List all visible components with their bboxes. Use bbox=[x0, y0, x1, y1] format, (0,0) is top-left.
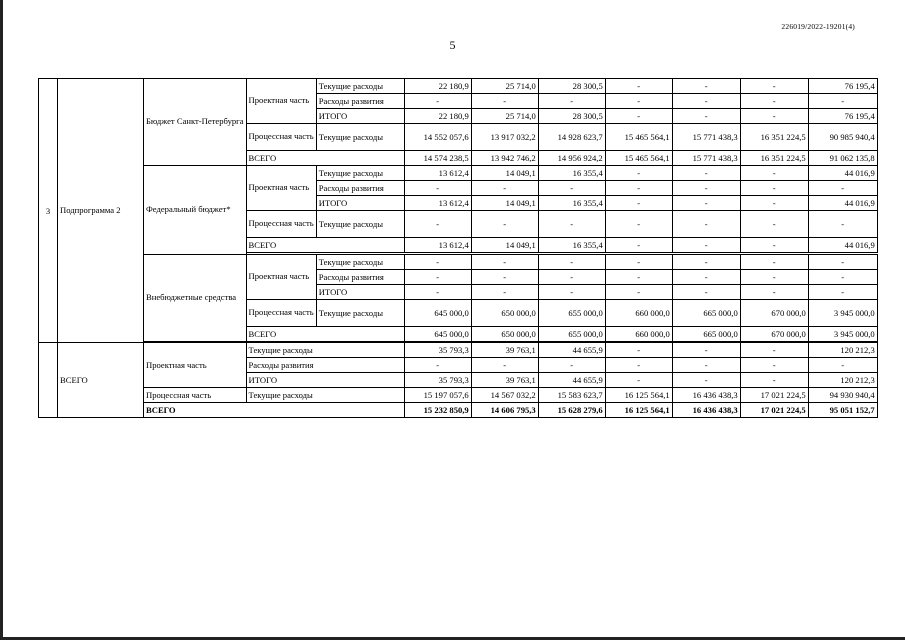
value-cell: - bbox=[672, 358, 740, 373]
value-cell: - bbox=[672, 270, 740, 285]
cat-label: Расходы развития bbox=[316, 270, 404, 285]
value-cell: 76 195,4 bbox=[808, 109, 877, 124]
value-cell: 15 465 564,1 bbox=[605, 124, 672, 151]
cat-label: Текущие расходы bbox=[246, 343, 404, 358]
value-cell: - bbox=[471, 94, 538, 109]
cat-label: Текущие расходы bbox=[246, 388, 404, 403]
document-id: 226019/2022-19201(4) bbox=[781, 22, 855, 31]
value-cell: 645 000,0 bbox=[404, 327, 471, 342]
value-cell: 39 763,1 bbox=[471, 373, 538, 388]
value-cell: 14 956 924,2 bbox=[538, 151, 605, 166]
cat-label: Текущие расходы bbox=[316, 211, 404, 238]
value-cell: - bbox=[672, 238, 740, 253]
value-cell: - bbox=[605, 285, 672, 300]
value-cell: - bbox=[808, 270, 877, 285]
value-cell: - bbox=[471, 181, 538, 196]
value-cell: 44 016,9 bbox=[808, 196, 877, 211]
value-cell: - bbox=[605, 211, 672, 238]
value-cell: 28 300,5 bbox=[538, 109, 605, 124]
value-cell: - bbox=[471, 358, 538, 373]
value-cell: - bbox=[808, 181, 877, 196]
value-cell: 14 574 238,5 bbox=[404, 151, 471, 166]
federal-vsego-label: ВСЕГО bbox=[246, 238, 404, 253]
value-cell: - bbox=[672, 166, 740, 181]
cat-label: Расходы развития bbox=[316, 181, 404, 196]
value-cell: 665 000,0 bbox=[672, 300, 740, 327]
value-cell: - bbox=[538, 94, 605, 109]
value-cell: - bbox=[605, 196, 672, 211]
federal-process-label: Процессная часть bbox=[246, 211, 316, 238]
value-cell: - bbox=[740, 109, 808, 124]
value-cell: - bbox=[404, 270, 471, 285]
extra-project-label: Проектная часть bbox=[246, 255, 316, 300]
value-cell: - bbox=[808, 211, 877, 238]
value-cell: 670 000,0 bbox=[740, 327, 808, 342]
value-cell: - bbox=[538, 255, 605, 270]
value-cell: 14 567 032,2 bbox=[471, 388, 538, 403]
value-cell: 13 612,4 bbox=[404, 196, 471, 211]
value-cell: 665 000,0 bbox=[672, 327, 740, 342]
value-cell: - bbox=[404, 211, 471, 238]
value-cell: 670 000,0 bbox=[740, 300, 808, 327]
value-cell: 35 793,3 bbox=[404, 373, 471, 388]
page-number: 5 bbox=[449, 38, 456, 52]
cat-label: Текущие расходы bbox=[316, 255, 404, 270]
value-cell: 14 552 057,6 bbox=[404, 124, 471, 151]
cat-label: ИТОГО bbox=[246, 373, 404, 388]
subprogram-name: Подпрограмма 2 bbox=[58, 79, 144, 343]
value-cell: 14 049,1 bbox=[471, 238, 538, 253]
value-cell: 90 985 940,4 bbox=[808, 124, 877, 151]
value-cell: 39 763,1 bbox=[471, 343, 538, 358]
row-number: 3 bbox=[39, 79, 58, 343]
value-cell: - bbox=[740, 285, 808, 300]
value-cell: 14 928 623,7 bbox=[538, 124, 605, 151]
value-cell: - bbox=[672, 343, 740, 358]
value-cell: 15 628 279,6 bbox=[538, 403, 605, 418]
value-cell: - bbox=[740, 196, 808, 211]
total-process-label: Процессная часть bbox=[144, 388, 247, 403]
value-cell: - bbox=[672, 211, 740, 238]
value-cell: 120 212,3 bbox=[808, 373, 877, 388]
extra-process-label: Процессная часть bbox=[246, 300, 316, 327]
value-cell: 16 125 564,1 bbox=[605, 388, 672, 403]
value-cell: 25 714,0 bbox=[471, 109, 538, 124]
cat-label: Текущие расходы bbox=[316, 166, 404, 181]
value-cell: - bbox=[740, 343, 808, 358]
value-cell: 15 771 438,3 bbox=[672, 124, 740, 151]
value-cell: 660 000,0 bbox=[605, 300, 672, 327]
value-cell: 3 945 000,0 bbox=[808, 300, 877, 327]
value-cell: - bbox=[740, 211, 808, 238]
source-spb: Бюджет Санкт-Петербурга bbox=[144, 79, 247, 166]
value-cell: 13 612,4 bbox=[404, 166, 471, 181]
source-federal: Федеральный бюджет* bbox=[144, 166, 247, 255]
cat-label: Расходы развития bbox=[316, 94, 404, 109]
value-cell: 95 051 152,7 bbox=[808, 403, 877, 418]
value-cell: - bbox=[672, 94, 740, 109]
value-cell: 16 355,4 bbox=[538, 166, 605, 181]
value-cell: 660 000,0 bbox=[605, 327, 672, 342]
spb-vsego-label: ВСЕГО bbox=[246, 151, 404, 166]
value-cell: 16 355,4 bbox=[538, 238, 605, 253]
federal-project-label: Проектная часть bbox=[246, 166, 316, 211]
value-cell: - bbox=[808, 358, 877, 373]
value-cell: 22 180,9 bbox=[404, 79, 471, 94]
value-cell: 16 436 438,3 bbox=[672, 403, 740, 418]
cat-label: ИТОГО bbox=[316, 285, 404, 300]
value-cell: 14 049,1 bbox=[471, 166, 538, 181]
value-cell: 13 942 746,2 bbox=[471, 151, 538, 166]
page-left-edge bbox=[0, 0, 3, 640]
value-cell: - bbox=[605, 79, 672, 94]
value-cell: 76 195,4 bbox=[808, 79, 877, 94]
value-cell: 44 655,9 bbox=[538, 373, 605, 388]
source-extra: Внебюджетные средства bbox=[144, 255, 247, 342]
value-cell: 16 436 438,3 bbox=[672, 388, 740, 403]
value-cell: - bbox=[605, 255, 672, 270]
value-cell: - bbox=[740, 94, 808, 109]
value-cell: - bbox=[471, 255, 538, 270]
value-cell: - bbox=[740, 255, 808, 270]
value-cell: 94 930 940,4 bbox=[808, 388, 877, 403]
value-cell: - bbox=[672, 196, 740, 211]
value-cell: - bbox=[740, 166, 808, 181]
cat-label: Текущие расходы bbox=[316, 124, 404, 151]
value-cell: - bbox=[471, 270, 538, 285]
value-cell: - bbox=[605, 373, 672, 388]
total-project-label: Проектная часть bbox=[144, 343, 247, 388]
value-cell: - bbox=[538, 285, 605, 300]
value-cell: 14 049,1 bbox=[471, 196, 538, 211]
value-cell: - bbox=[471, 285, 538, 300]
value-cell: - bbox=[605, 94, 672, 109]
cat-label: Текущие расходы bbox=[316, 79, 404, 94]
value-cell: - bbox=[471, 211, 538, 238]
value-cell: 3 945 000,0 bbox=[808, 327, 877, 342]
value-cell: - bbox=[605, 109, 672, 124]
extra-vsego-label: ВСЕГО bbox=[246, 327, 404, 342]
value-cell: 28 300,5 bbox=[538, 79, 605, 94]
value-cell: 16 355,4 bbox=[538, 196, 605, 211]
cat-label: Текущие расходы bbox=[316, 300, 404, 327]
value-cell: 16 125 564,1 bbox=[605, 403, 672, 418]
value-cell: - bbox=[808, 94, 877, 109]
value-cell: - bbox=[740, 238, 808, 253]
value-cell: - bbox=[404, 181, 471, 196]
value-cell: - bbox=[605, 238, 672, 253]
value-cell: 655 000,0 bbox=[538, 327, 605, 342]
value-cell: - bbox=[404, 255, 471, 270]
grand-total-label: ВСЕГО bbox=[58, 343, 144, 418]
value-cell: - bbox=[740, 79, 808, 94]
value-cell: 25 714,0 bbox=[471, 79, 538, 94]
value-cell: 16 351 224,5 bbox=[740, 124, 808, 151]
value-cell: 655 000,0 bbox=[538, 300, 605, 327]
value-cell: 650 000,0 bbox=[471, 327, 538, 342]
value-cell: - bbox=[672, 181, 740, 196]
value-cell: 15 771 438,3 bbox=[672, 151, 740, 166]
value-cell: 15 197 057,6 bbox=[404, 388, 471, 403]
value-cell: 14 606 795,3 bbox=[471, 403, 538, 418]
value-cell: - bbox=[808, 285, 877, 300]
value-cell: 17 021 224,5 bbox=[740, 403, 808, 418]
value-cell: 91 062 135,8 bbox=[808, 151, 877, 166]
value-cell: - bbox=[605, 166, 672, 181]
value-cell: - bbox=[605, 358, 672, 373]
value-cell: 44 016,9 bbox=[808, 166, 877, 181]
value-cell: - bbox=[740, 181, 808, 196]
value-cell: 650 000,0 bbox=[471, 300, 538, 327]
value-cell: - bbox=[740, 270, 808, 285]
value-cell: - bbox=[605, 181, 672, 196]
value-cell: - bbox=[808, 255, 877, 270]
value-cell: 16 351 224,5 bbox=[740, 151, 808, 166]
value-cell: - bbox=[672, 79, 740, 94]
value-cell: - bbox=[538, 270, 605, 285]
value-cell: - bbox=[404, 358, 471, 373]
value-cell: - bbox=[740, 373, 808, 388]
cat-label: Расходы развития bbox=[246, 358, 404, 373]
grand-total-spacer bbox=[39, 343, 58, 418]
value-cell: 15 232 850,9 bbox=[404, 403, 471, 418]
value-cell: 120 212,3 bbox=[808, 343, 877, 358]
value-cell: 13 917 032,2 bbox=[471, 124, 538, 151]
value-cell: - bbox=[404, 94, 471, 109]
value-cell: - bbox=[672, 255, 740, 270]
value-cell: - bbox=[672, 109, 740, 124]
spb-process-label: Процессная часть bbox=[246, 124, 316, 151]
budget-table bbox=[38, 78, 878, 418]
value-cell: 22 180,9 bbox=[404, 109, 471, 124]
value-cell: - bbox=[672, 373, 740, 388]
value-cell: - bbox=[605, 270, 672, 285]
value-cell: - bbox=[404, 285, 471, 300]
cat-label: ИТОГО bbox=[316, 196, 404, 211]
grand-vsego-label: ВСЕГО bbox=[144, 403, 405, 418]
value-cell: 13 612,4 bbox=[404, 238, 471, 253]
value-cell: 645 000,0 bbox=[404, 300, 471, 327]
spb-project-label: Проектная часть bbox=[246, 79, 316, 124]
value-cell: 15 583 623,7 bbox=[538, 388, 605, 403]
value-cell: - bbox=[538, 358, 605, 373]
value-cell: - bbox=[740, 358, 808, 373]
value-cell: 44 016,9 bbox=[808, 238, 877, 253]
value-cell: 15 465 564,1 bbox=[605, 151, 672, 166]
value-cell: 44 655,9 bbox=[538, 343, 605, 358]
value-cell: 17 021 224,5 bbox=[740, 388, 808, 403]
value-cell: - bbox=[538, 211, 605, 238]
value-cell: - bbox=[605, 343, 672, 358]
value-cell: 35 793,3 bbox=[404, 343, 471, 358]
cat-label: ИТОГО bbox=[316, 109, 404, 124]
value-cell: - bbox=[672, 285, 740, 300]
value-cell: - bbox=[538, 181, 605, 196]
